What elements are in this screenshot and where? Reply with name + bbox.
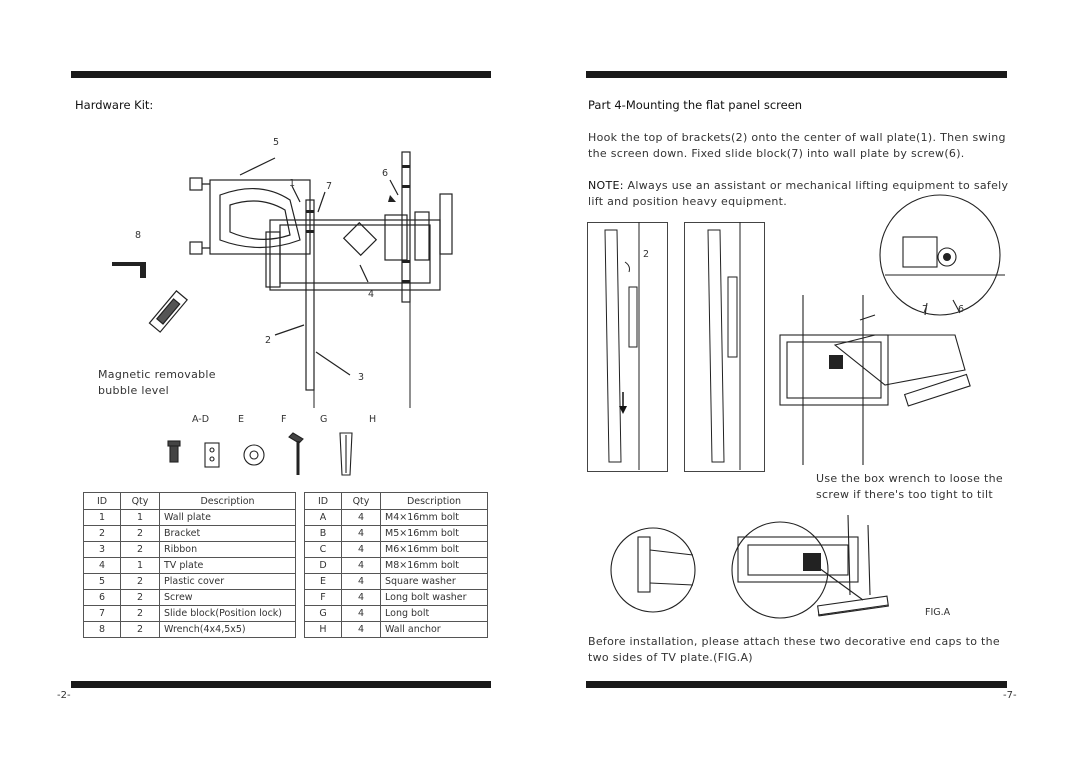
cell-id: D <box>305 558 342 574</box>
cell-qty: 4 <box>342 574 381 590</box>
fig-a-label: FIG.A <box>925 607 951 618</box>
cell-id: 1 <box>84 510 121 526</box>
cell-qty: 4 <box>342 622 381 638</box>
mounted-assembly-drawing <box>775 195 1010 475</box>
table-row <box>305 558 488 574</box>
table-row <box>84 510 296 526</box>
hardware-label-f: F <box>281 414 287 425</box>
page-number-left: -2- <box>57 690 71 701</box>
hook-step-1-drawing <box>587 222 667 472</box>
cell-id: H <box>305 622 342 638</box>
table-row <box>305 574 488 590</box>
cell-description: M8×16mm bolt <box>381 558 488 574</box>
callout-2-right: 2 <box>643 249 650 260</box>
table-row <box>84 526 296 542</box>
cell-qty: 4 <box>342 590 381 606</box>
cell-qty: 2 <box>121 606 160 622</box>
cell-description: TV plate <box>160 558 296 574</box>
parts-table-left <box>83 492 296 638</box>
callout-6: 6 <box>382 168 389 179</box>
table-row <box>84 574 296 590</box>
cell-qty: 4 <box>342 510 381 526</box>
bubble-level-icon <box>150 288 185 338</box>
cell-qty: 2 <box>121 590 160 606</box>
cell-id: 4 <box>84 558 121 574</box>
cell-qty: 1 <box>121 510 160 526</box>
cell-id: 2 <box>84 526 121 542</box>
table-row <box>305 622 488 638</box>
table-row <box>305 590 488 606</box>
cell-qty: 2 <box>121 526 160 542</box>
cell-qty: 2 <box>121 574 160 590</box>
cell-description: Wrench(4x4,5x5) <box>160 622 296 638</box>
bottom-rule-left <box>71 681 491 688</box>
cell-id: C <box>305 542 342 558</box>
table-row <box>84 606 296 622</box>
mounting-instructions: Hook the top of brackets(2) onto the center of wall plate(1). Then swing the screen down. Fixed slide block(7) into wall plate by screw(6). <box>588 131 1006 160</box>
hardware-parts-drawing <box>160 425 380 485</box>
cell-qty: 2 <box>121 542 160 558</box>
wrench-icon <box>110 252 150 282</box>
callout-6-right: 6 <box>958 304 965 315</box>
table-header-row <box>305 493 488 510</box>
cell-id: A <box>305 510 342 526</box>
bottom-rule-right <box>586 681 1007 688</box>
cell-description: Square washer <box>381 574 488 590</box>
callout-4: 4 <box>368 289 375 300</box>
header-qty: Qty <box>121 493 160 510</box>
cell-description: M4×16mm bolt <box>381 510 488 526</box>
cell-id: 3 <box>84 542 121 558</box>
cell-description: Wall anchor <box>381 622 488 638</box>
callout-5: 5 <box>273 137 280 148</box>
header-id: ID <box>84 493 121 510</box>
cell-description: Long bolt washer <box>381 590 488 606</box>
header-id: ID <box>305 493 342 510</box>
hardware-label-ad: A-D <box>192 414 210 425</box>
table-row <box>84 590 296 606</box>
cell-id: E <box>305 574 342 590</box>
cell-id: F <box>305 590 342 606</box>
table-row <box>84 622 296 638</box>
table-row <box>84 542 296 558</box>
cell-qty: 4 <box>342 558 381 574</box>
cell-qty: 4 <box>342 606 381 622</box>
end-cap-instructions: Before installation, please attach these two decorative end caps to the two sides of TV plate.(FIG.A) <box>588 635 1000 664</box>
cell-description: Slide block(Position lock) <box>160 606 296 622</box>
hardware-label-g: G <box>320 414 328 425</box>
callout-8: 8 <box>135 230 142 241</box>
page-number-right: -7- <box>1003 690 1017 701</box>
header-description: Description <box>160 493 296 510</box>
hardware-label-e: E <box>238 414 245 425</box>
table-row <box>84 558 296 574</box>
bubble-level-line2: bubble level <box>98 384 169 397</box>
cell-description: Ribbon <box>160 542 296 558</box>
callout-7: 7 <box>326 181 333 192</box>
header-description: Description <box>381 493 488 510</box>
cell-qty: 1 <box>121 558 160 574</box>
cell-description: M5×16mm bolt <box>381 526 488 542</box>
table-row <box>305 606 488 622</box>
cell-description: M6×16mm bolt <box>381 542 488 558</box>
cell-description: Bracket <box>160 526 296 542</box>
cell-description: Long bolt <box>381 606 488 622</box>
callout-2: 2 <box>265 335 272 346</box>
hardware-label-h: H <box>369 414 377 425</box>
table-row <box>305 510 488 526</box>
hook-step-2-drawing <box>684 222 764 472</box>
cell-id: 7 <box>84 606 121 622</box>
parts-table-right <box>304 492 488 638</box>
table-row <box>305 542 488 558</box>
callout-7-right: 7 <box>922 304 929 315</box>
callout-1: 1 <box>289 178 296 189</box>
cell-description: Screw <box>160 590 296 606</box>
cell-id: B <box>305 526 342 542</box>
callout-3: 3 <box>358 372 365 383</box>
cell-id: G <box>305 606 342 622</box>
cell-description: Wall plate <box>160 510 296 526</box>
fig-a-end-cap-drawing <box>608 515 898 630</box>
cell-id: 8 <box>84 622 121 638</box>
part4-title: Part 4-Mounting the flat panel screen <box>588 98 803 112</box>
wrench-caption-line2: screw if there's too tight to tilt <box>816 488 993 501</box>
header-qty: Qty <box>342 493 381 510</box>
note-label: NOTE: <box>588 179 624 192</box>
cell-qty: 2 <box>121 622 160 638</box>
wrench-caption-line1: Use the box wrench to loose the <box>816 472 1003 485</box>
cell-qty: 4 <box>342 542 381 558</box>
note-text: Always use an assistant or mechanical lifting equipment to safely lift and position heavy equipment. <box>588 179 1009 208</box>
cell-description: Plastic cover <box>160 574 296 590</box>
table-row <box>305 526 488 542</box>
cell-id: 5 <box>84 574 121 590</box>
top-rule-right <box>586 71 1007 78</box>
top-rule-left <box>71 71 491 78</box>
cell-qty: 4 <box>342 526 381 542</box>
bubble-level-line1: Magnetic removable <box>98 368 216 381</box>
table-header-row <box>84 493 296 510</box>
cell-id: 6 <box>84 590 121 606</box>
hardware-kit-title: Hardware Kit: <box>75 98 154 112</box>
